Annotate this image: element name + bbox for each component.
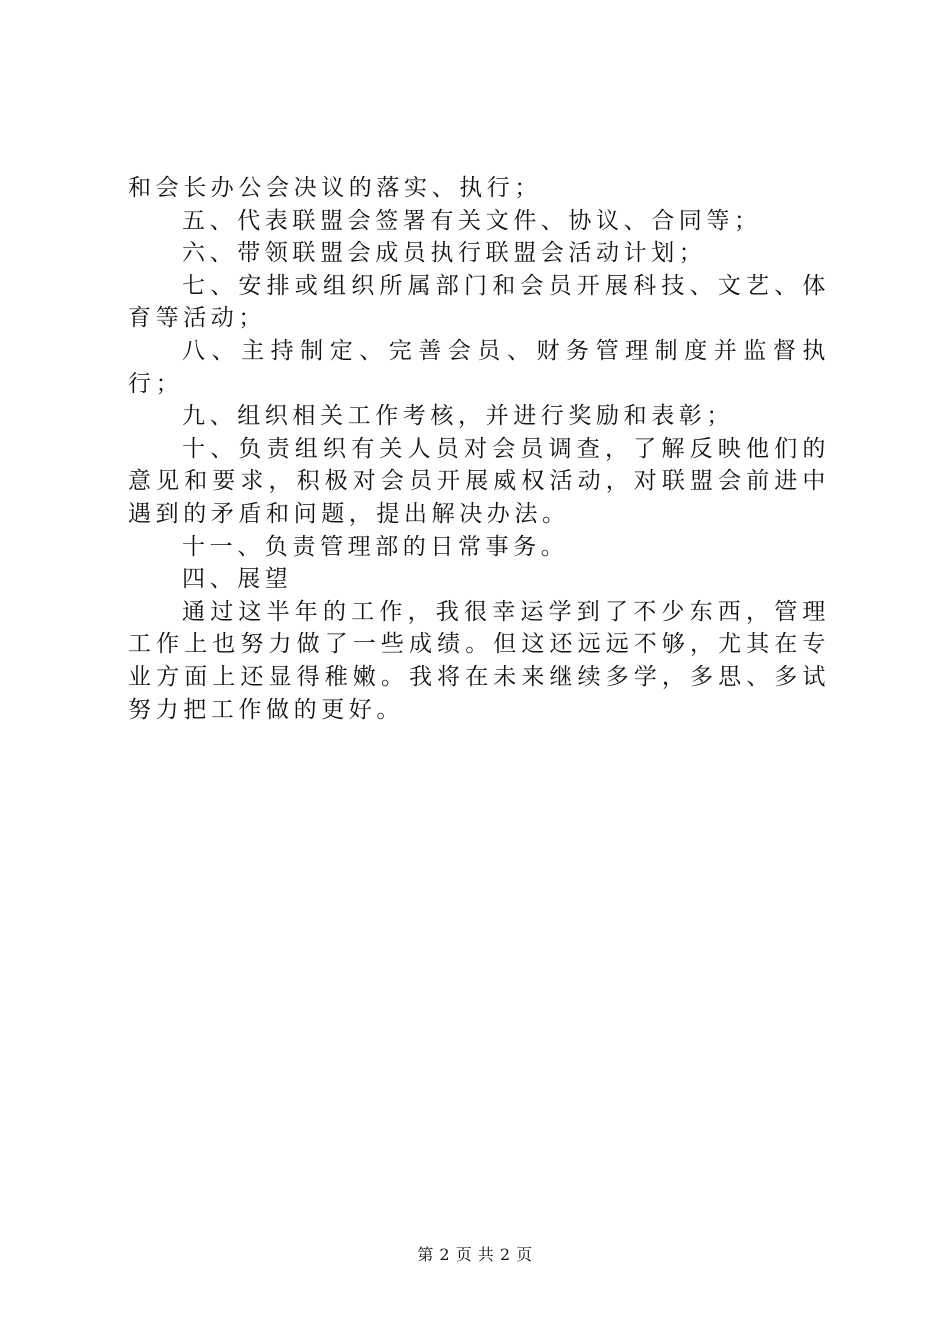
section-heading-outlook: 四、展望 [182,566,293,593]
paragraph-item-10: 十、负责组织有关人员对会员调查，了解反映他们的意见和要求，积极对会员开展威权活动，对联盟会前进中遇到的矛盾和问题，提出解决办法。 [128,435,830,527]
paragraph-item-5: 五、代表联盟会签署有关文件、协议、合同等； [182,207,762,234]
paragraph-outlook: 通过这半年的工作，我很幸运学到了不少东西，管理工作上也努力做了一些成绩。但这还远远不够，尤其在专业方面上还显得稚嫩。我将在未来继续多学，多思、多试努力把工作做的更好。 [128,598,830,723]
document-body [128,172,830,726]
paragraph-resolution-execution: 和会长办公会决议的落实、执行； [128,175,542,201]
paragraph-item-7: 七、安排或组织所属部门和会员开展科技、文艺、体育等活动； [128,272,830,332]
paragraph-item-8: 八、主持制定、完善会员、财务管理制度并监督执行； [128,337,830,397]
paragraph-item-11: 十一、负责管理部的日常事务。 [182,533,569,560]
paragraph-item-9: 九、组织相关工作考核，并进行奖励和表彰； [182,403,734,430]
paragraph-item-6: 六、带领联盟会成员执行联盟会活动计划； [182,240,707,267]
page-number-footer: 第 2 页 共 2 页 [417,1245,533,1264]
